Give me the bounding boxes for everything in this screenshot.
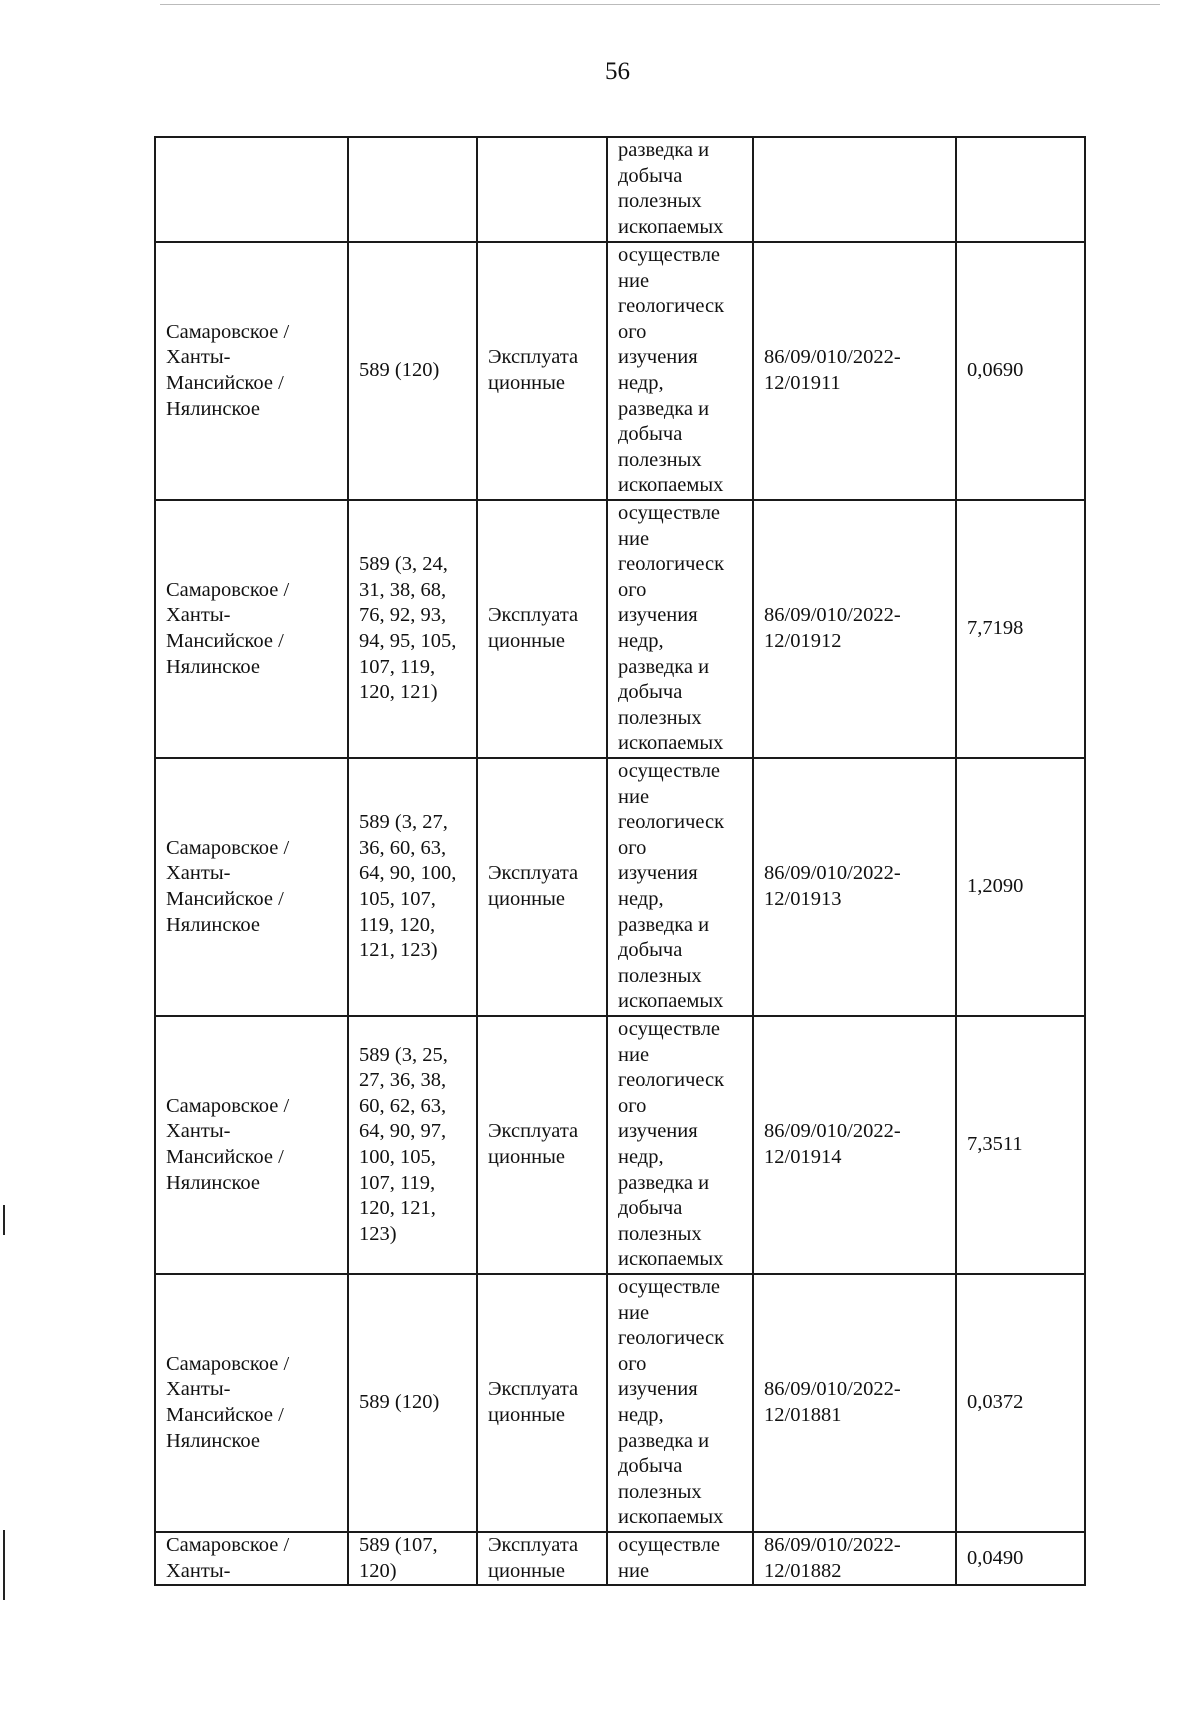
cell-plots: 589 (120) <box>348 242 477 500</box>
cell-area: 7,3511 <box>956 1016 1085 1274</box>
cell-field: Самаровское / Ханты- Мансийское / Нялинское <box>155 500 348 758</box>
cell-area: 1,2090 <box>956 758 1085 1016</box>
cell-registration-number <box>753 137 956 242</box>
cell-purpose: разведка и добыча полезных ископаемых <box>607 137 753 242</box>
scan-margin-mark <box>3 1205 5 1235</box>
scan-top-edge <box>160 4 1160 5</box>
cell-category: Эксплуата ционные <box>477 1274 607 1532</box>
cell-registration-number: 86/09/010/2022- 12/01882 <box>753 1532 956 1585</box>
cell-area: 0,0690 <box>956 242 1085 500</box>
cell-category: Эксплуата ционные <box>477 1016 607 1274</box>
cell-purpose: осуществле ние <box>607 1532 753 1585</box>
table-row-continued <box>155 137 1085 242</box>
cell-field: Самаровское / Ханты- Мансийское / Нялинское <box>155 1016 348 1274</box>
cell-field: Самаровское / Ханты- Мансийское / Нялинское <box>155 242 348 500</box>
cell-plots: 589 (3, 27, 36, 60, 63, 64, 90, 100, 105, 107, 119, 120, 121, 123) <box>348 758 477 1016</box>
scan-margin-mark <box>3 1530 5 1600</box>
table-row <box>155 758 1085 1016</box>
cell-category: Эксплуата ционные <box>477 758 607 1016</box>
table-row-truncated <box>155 1532 1085 1585</box>
table-row <box>155 242 1085 500</box>
cell-field: Самаровское / Ханты- Мансийское / Нялинское <box>155 758 348 1016</box>
cell-purpose: осуществле ние геологическ ого изучения недр, разведка и добыча полезных ископаемых <box>607 1274 753 1532</box>
cell-plots: 589 (120) <box>348 1274 477 1532</box>
cell-category: Эксплуата ционные <box>477 1532 607 1585</box>
cell-registration-number: 86/09/010/2022- 12/01881 <box>753 1274 956 1532</box>
cell-category: Эксплуата ционные <box>477 500 607 758</box>
table-row <box>155 1274 1085 1532</box>
cell-registration-number: 86/09/010/2022- 12/01913 <box>753 758 956 1016</box>
cell-registration-number: 86/09/010/2022- 12/01914 <box>753 1016 956 1274</box>
cell-category <box>477 137 607 242</box>
cell-purpose: осуществле ние геологическ ого изучения недр, разведка и добыча полезных ископаемых <box>607 1016 753 1274</box>
cell-plots: 589 (3, 25, 27, 36, 38, 60, 62, 63, 64, 90, 97, 100, 105, 107, 119, 120, 121, 123) <box>348 1016 477 1274</box>
cell-purpose: осуществле ние геологическ ого изучения недр, разведка и добыча полезных ископаемых <box>607 242 753 500</box>
cell-area: 0,0372 <box>956 1274 1085 1532</box>
land-plots-table <box>154 136 1086 1586</box>
table-row <box>155 500 1085 758</box>
cell-category: Эксплуата ционные <box>477 242 607 500</box>
cell-field <box>155 137 348 242</box>
cell-registration-number: 86/09/010/2022- 12/01911 <box>753 242 956 500</box>
table-row <box>155 1016 1085 1274</box>
cell-purpose: осуществле ние геологическ ого изучения недр, разведка и добыча полезных ископаемых <box>607 758 753 1016</box>
cell-registration-number: 86/09/010/2022- 12/01912 <box>753 500 956 758</box>
cell-plots: 589 (3, 24, 31, 38, 68, 76, 92, 93, 94, 95, 105, 107, 119, 120, 121) <box>348 500 477 758</box>
page-number: 56 <box>605 58 630 85</box>
cell-area: 7,7198 <box>956 500 1085 758</box>
cell-plots <box>348 137 477 242</box>
cell-field: Самаровское / Ханты- Мансийское / Нялинское <box>155 1274 348 1532</box>
cell-field: Самаровское / Ханты- <box>155 1532 348 1585</box>
cell-plots: 589 (107, 120) <box>348 1532 477 1585</box>
cell-area: 0,0490 <box>956 1532 1085 1585</box>
cell-area <box>956 137 1085 242</box>
cell-purpose: осуществле ние геологическ ого изучения недр, разведка и добыча полезных ископаемых <box>607 500 753 758</box>
